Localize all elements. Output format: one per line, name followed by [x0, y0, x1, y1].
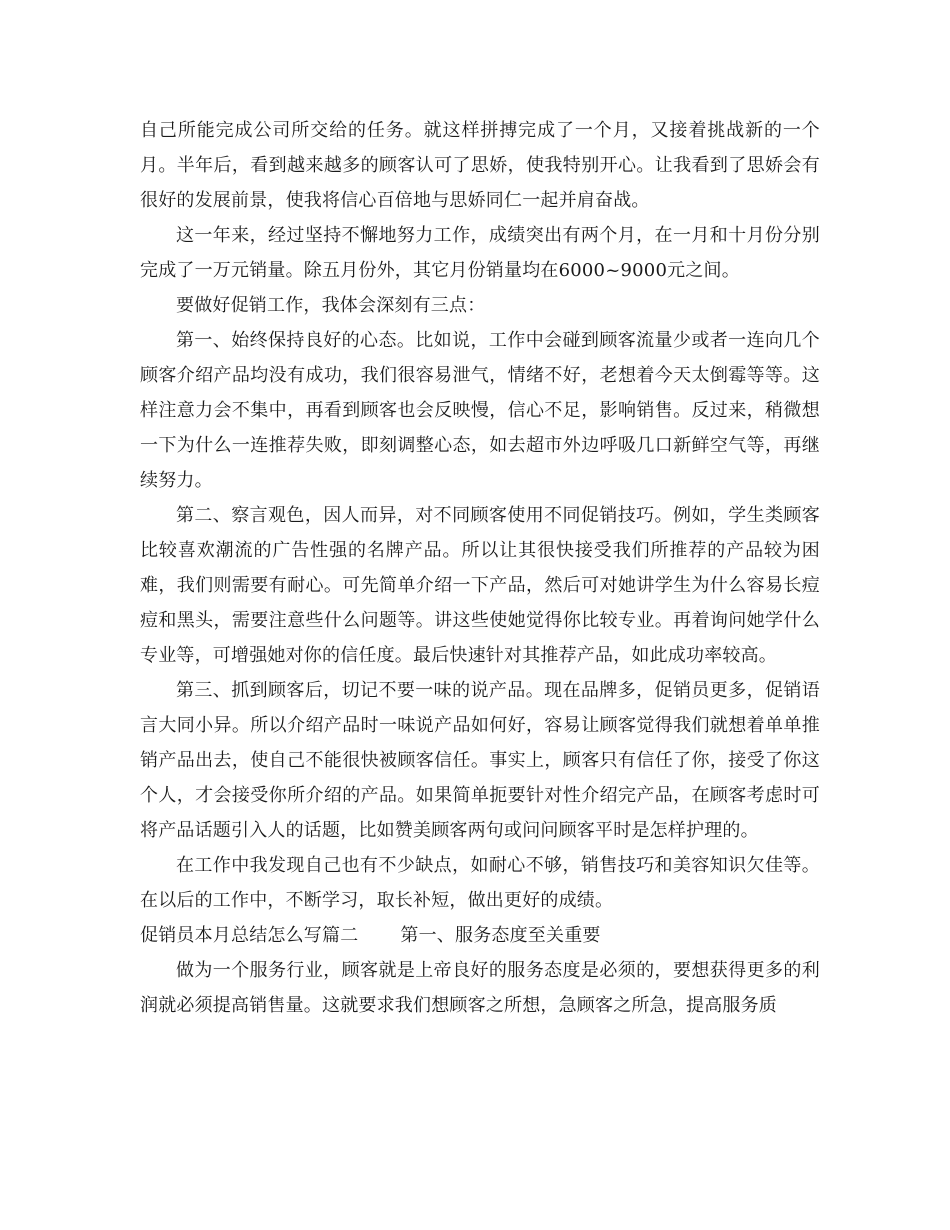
section-title: 促销员本月总结怎么写篇二 [140, 925, 359, 946]
paragraph-service-attitude: 做为一个服务行业，顾客就是上帝良好的服务态度是必须的，要想获得更多的利润就必须提高销售量。这就要求我们想顾客之所想，急顾客之所急，提高服务质 [140, 960, 820, 1016]
paragraph-point-three: 第三、抓到顾客后，切记不要一味的说产品。现在品牌多，促销员更多，促销语言大同小异。所以介绍产品时一味说产品如何好，容易让顾客觉得我们就想着单单推销产品出去，使自己不能很快被顾客信任。事实上，顾客只有信任了你，接受了你这个人，才会接受你所介绍的产品。如果简单扼要针对性介绍完产品，在顾客考虑时可将产品话题引入人的话题，比如赞美顾客两句或问问顾客平时是怎样护理的。 [140, 680, 820, 841]
document-body [140, 113, 820, 1023]
paragraph-three-points-intro: 要做好促销工作，我体会深刻有三点： [176, 295, 486, 316]
paragraph-shortcomings: 在工作中我发现自己也有不少缺点，如耐心不够，销售技巧和美容知识欠佳等。在以后的工作中，不断学习，取长补短，做出更好的成绩。 [140, 855, 820, 911]
paragraph-sales-results: 这一年来，经过坚持不懈地努力工作，成绩突出有两个月，在一月和十月份分别完成了一万元销量。除五月份外，其它月份销量均在6000~9000元之间。 [140, 225, 820, 281]
paragraph-point-two: 第二、察言观色，因人而异，对不同顾客使用不同促销技巧。例如，学生类顾客比较喜欢潮流的广告性强的名牌产品。所以让其很快接受我们所推荐的产品较为困难，我们则需要有耐心。可先简单介绍一下产品，然后可对她讲学生为什么容易长痘痘和黑头，需要注意些什么问题等。讲这些使她觉得你比较专业。再着询问她学什么专业等，可增强她对你的信任度。最后快速针对其推荐产品，如此成功率较高。 [140, 505, 820, 666]
paragraph-point-one: 第一、始终保持良好的心态。比如说，工作中会碰到顾客流量少或者一连向几个顾客介绍产品均没有成功，我们很容易泄气，情绪不好，老想着今天太倒霉等等。这样注意力会不集中，再看到顾客也会反映慢，信心不足，影响销售。反过来，稍微想一下为什么一连推荐失败，即刻调整心态，如去超市外边呼吸几口新鲜空气等，再继续努力。 [140, 330, 820, 491]
section-heading [140, 918, 820, 953]
section-subtitle: 第一、服务态度至关重要 [400, 925, 601, 946]
paragraph-task-completion: 自己所能完成公司所交给的任务。就这样拼搏完成了一个月，又接着挑战新的一个月。半年后，看到越来越多的顾客认可了思娇，使我特别开心。让我看到了思娇会有很好的发展前景，使我将信心百倍地与思娇同仁一起并肩奋战。 [140, 120, 820, 211]
